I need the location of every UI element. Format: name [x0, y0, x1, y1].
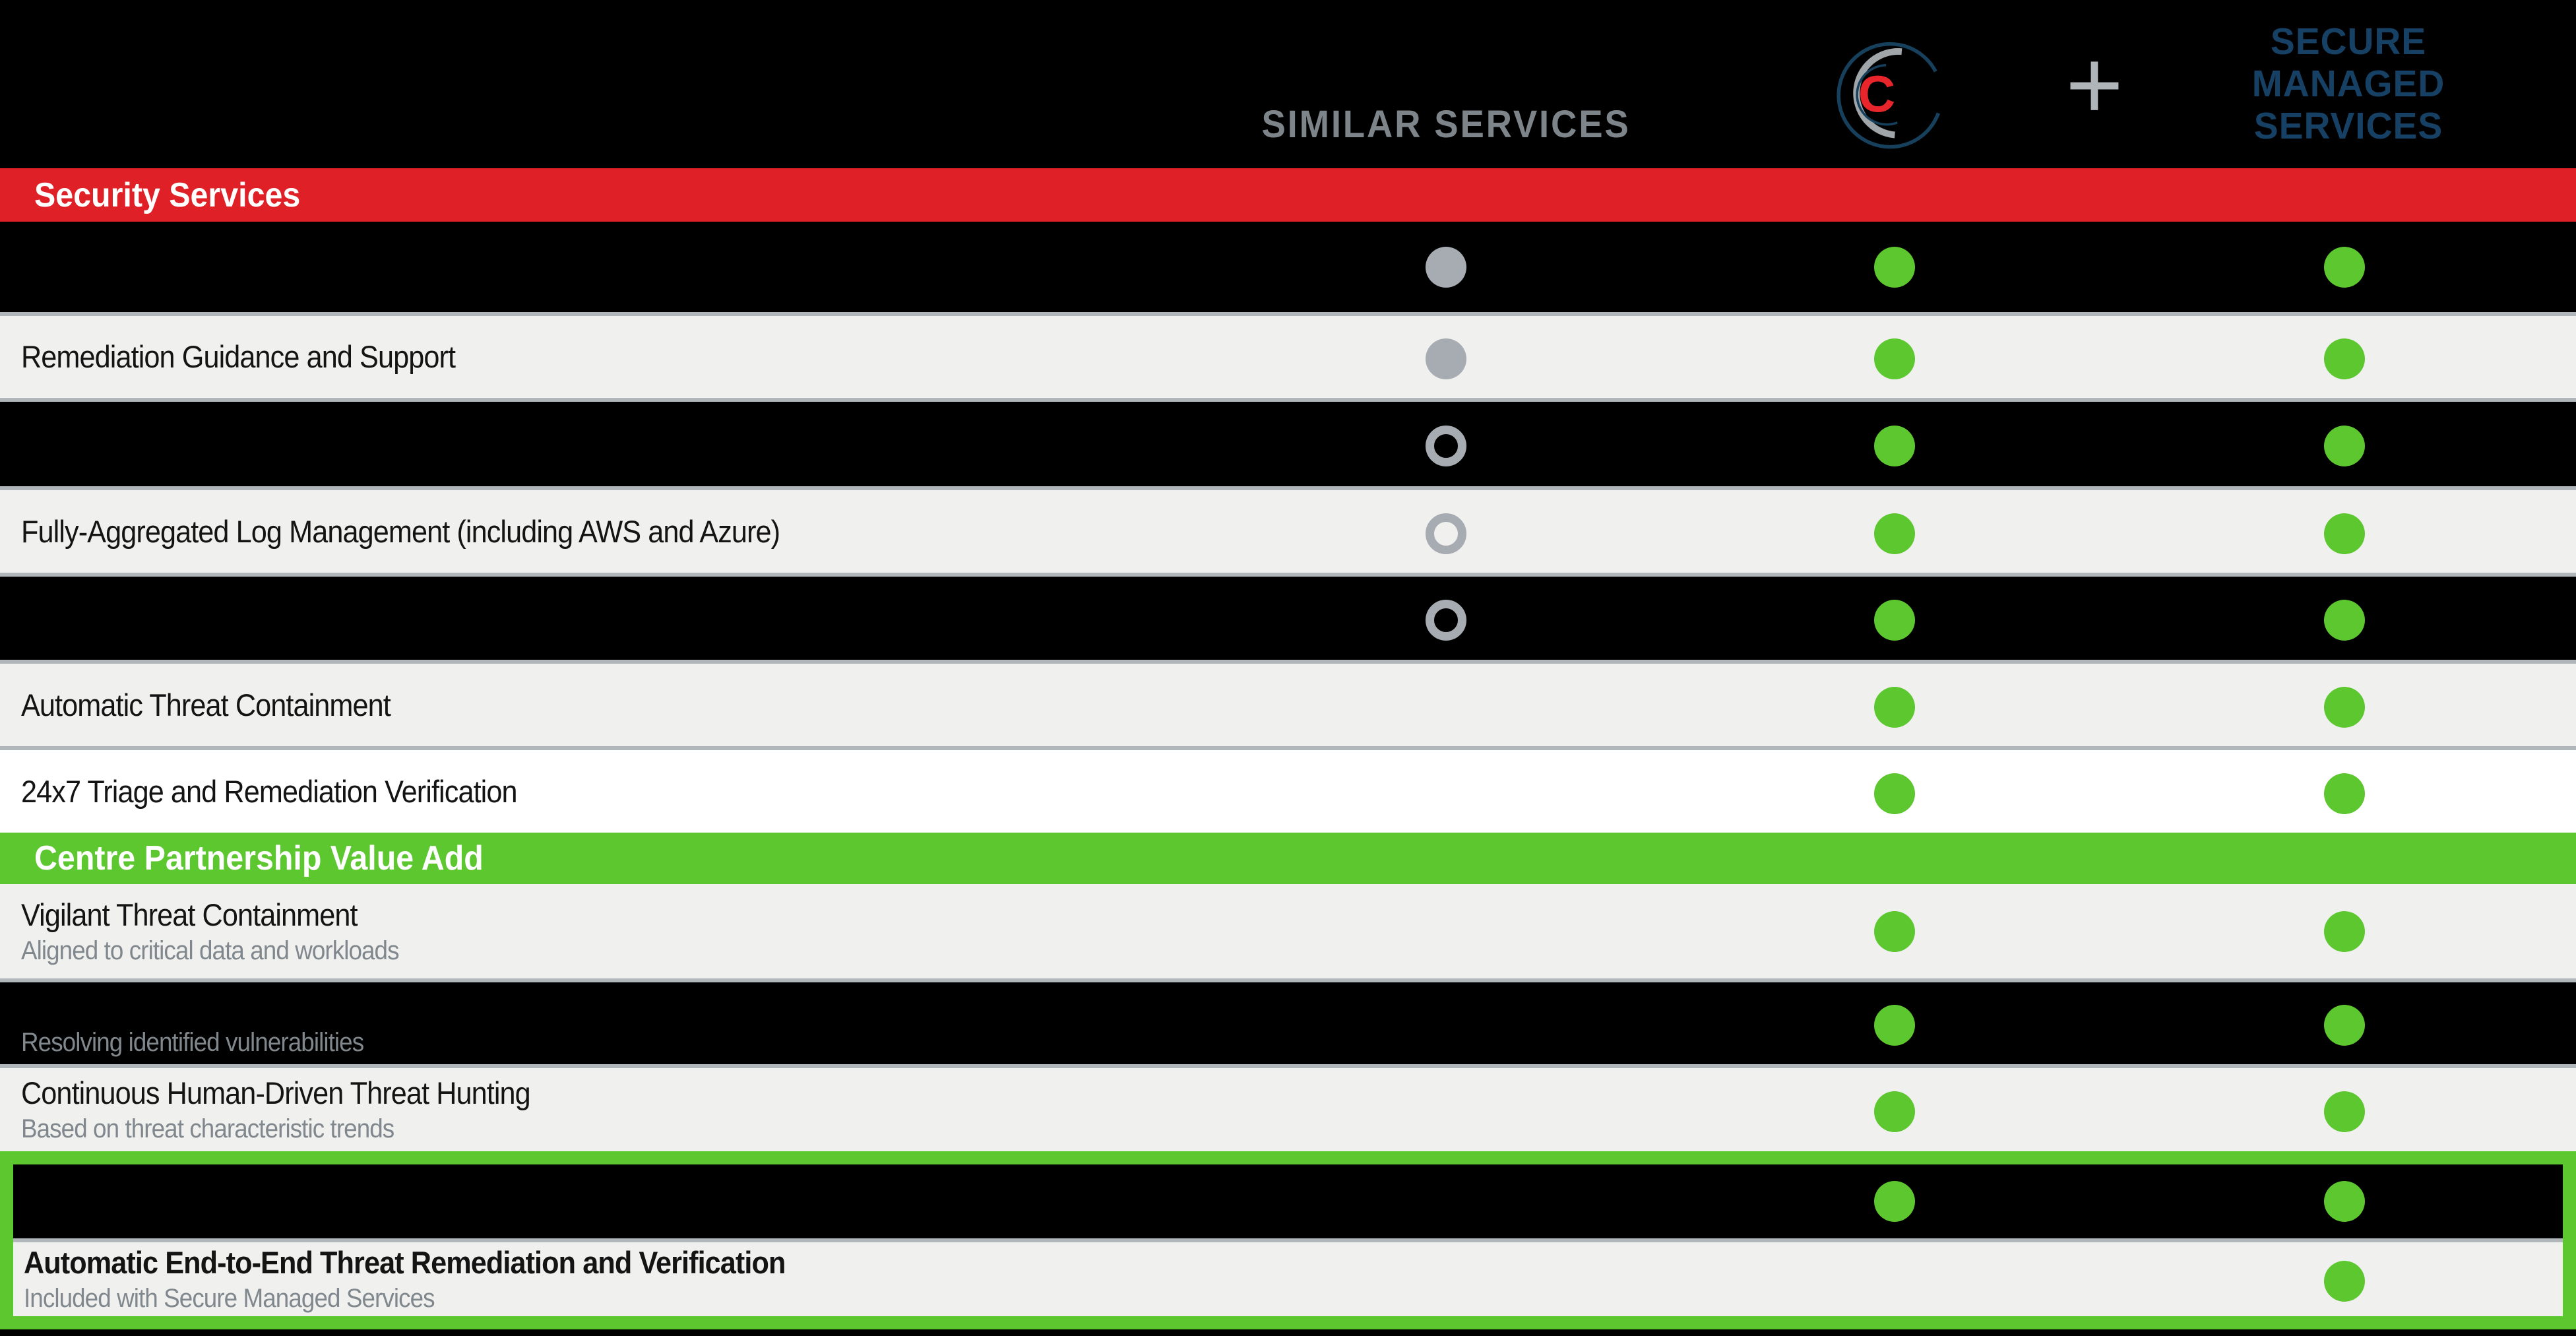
table-row — [0, 486, 2576, 573]
table-header — [0, 0, 2576, 168]
service-title: Continuous Human-Driven Threat Hunting — [21, 1075, 530, 1110]
column-header-similar-services: SIMILAR SERVICES — [1261, 103, 1631, 146]
status-dot-green-icon — [2324, 773, 2365, 814]
status-dot-green-icon — [2324, 1005, 2365, 1046]
status-dot-green-icon — [1874, 1181, 1915, 1222]
table-row — [0, 222, 2576, 312]
secure-managed-line-1: SECURE — [2270, 20, 2427, 63]
table-row — [0, 573, 2576, 660]
status-dot-green-icon — [2324, 1261, 2365, 1302]
partnership-highlight-box — [0, 1151, 2576, 1329]
service-subtitle: Based on threat characteristic trends — [21, 1114, 394, 1143]
table-row — [13, 1238, 2563, 1316]
status-dot-green-icon — [2324, 426, 2365, 466]
status-dot-green-icon — [2324, 911, 2365, 952]
service-title — [21, 988, 363, 1026]
secure-managed-line-3: SERVICES — [2253, 104, 2443, 147]
service-title: Remediation Guidance and Support — [21, 339, 456, 374]
status-dot-gray-icon — [1426, 338, 1466, 379]
status-dot-gray-icon — [1426, 247, 1466, 288]
section-banner-red — [0, 168, 2576, 222]
status-dot-green-icon — [2324, 600, 2365, 641]
status-dot-ring-icon — [1426, 600, 1466, 641]
status-dot-green-icon — [1874, 247, 1915, 288]
status-dot-green-icon — [1874, 773, 1915, 814]
table-row — [0, 312, 2576, 398]
plus-icon: + — [2065, 29, 2123, 140]
table-row — [0, 978, 2576, 1064]
status-dot-green-icon — [2324, 687, 2365, 728]
service-subtitle: Resolving identified vulnerabilities — [21, 1028, 364, 1057]
table-row — [0, 398, 2576, 486]
status-dot-ring-icon — [1426, 513, 1466, 554]
status-dot-green-icon — [2324, 513, 2365, 554]
status-dot-green-icon — [2324, 1091, 2365, 1132]
table-row — [0, 884, 2576, 978]
centre-logo-icon — [1822, 28, 1967, 160]
table-row — [0, 660, 2576, 746]
status-dot-green-icon — [1874, 513, 1915, 554]
table-row — [0, 1064, 2576, 1151]
secure-managed-line-2: MANAGED — [2251, 62, 2445, 105]
column-header-secure-managed-services — [2205, 21, 2493, 147]
section-banner-label: Centre Partnership Value Add — [34, 839, 484, 877]
section-banner-green — [0, 833, 2576, 884]
service-subtitle: Aligned to critical data and workloads — [21, 936, 399, 965]
status-dot-green-icon — [2324, 338, 2365, 379]
service-title: 24x7 Triage and Remediation Verification — [21, 773, 517, 809]
table-row — [0, 746, 2576, 833]
status-dot-green-icon — [2324, 247, 2365, 288]
service-title: Automatic Threat Containment — [21, 687, 391, 722]
service-title: Automatic End-to-End Threat Remediation and Verification — [24, 1245, 786, 1280]
section-banner-label: Security Services — [34, 175, 301, 214]
status-dot-green-icon — [1874, 600, 1915, 641]
status-dot-green-icon — [1874, 911, 1915, 952]
status-dot-green-icon — [1874, 1091, 1915, 1132]
status-dot-green-icon — [2324, 1181, 2365, 1222]
status-dot-green-icon — [1874, 1005, 1915, 1046]
status-dot-green-icon — [1874, 687, 1915, 728]
table-row — [13, 1164, 2563, 1238]
logo-letter: C — [1858, 65, 1896, 123]
service-title: Vigilant Threat Containment — [21, 897, 358, 932]
table-body — [0, 168, 2576, 1329]
status-dot-ring-icon — [1426, 426, 1466, 466]
status-dot-green-icon — [1874, 426, 1915, 466]
service-title: Fully-Aggregated Log Management (including AWS and Azure) — [21, 513, 780, 549]
service-subtitle: Included with Secure Managed Services — [24, 1284, 435, 1313]
status-dot-green-icon — [1874, 338, 1915, 379]
